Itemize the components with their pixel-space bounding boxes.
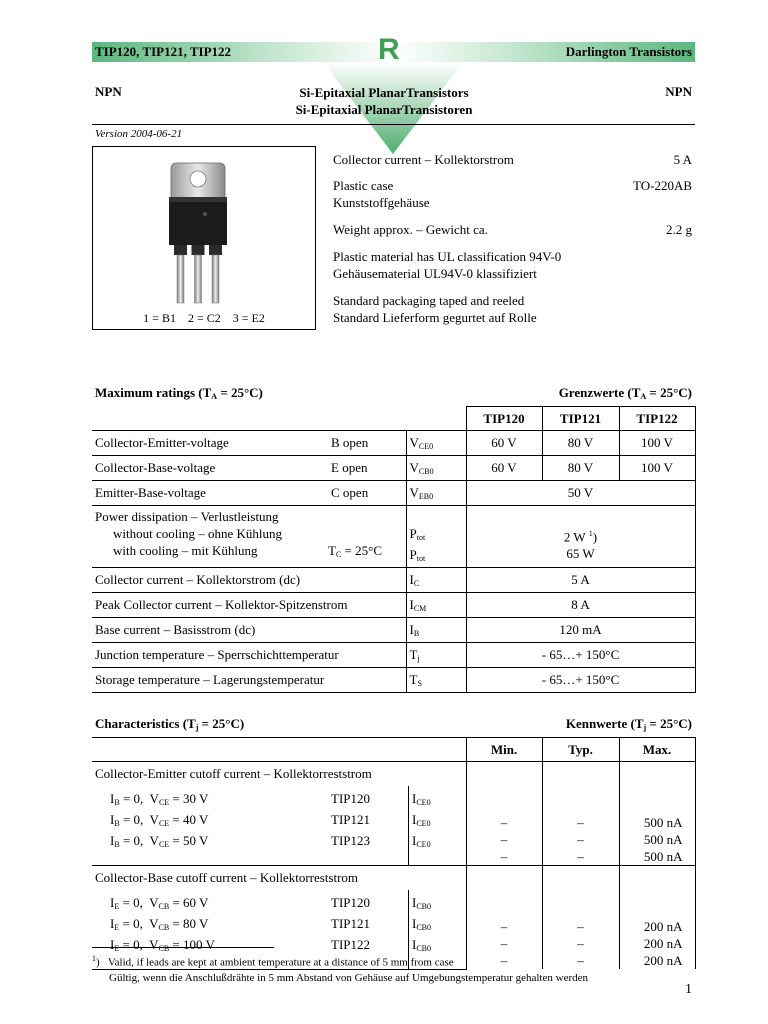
feature-weight-value: 2.2 g bbox=[666, 222, 692, 237]
title-en: Si-Epitaxial PlanarTransistors bbox=[299, 85, 469, 100]
condition-row: $I_B = 0$, $V_{CE} = 40$ V TIP121 $I_{CE0}$ bbox=[110, 812, 431, 828]
characteristics-table bbox=[92, 737, 696, 970]
cond-cell: E open bbox=[328, 456, 406, 481]
table-row-power bbox=[92, 506, 695, 568]
power-value-cell: 2 W $^1$) 65 W bbox=[466, 506, 695, 568]
table-header-row bbox=[92, 407, 695, 431]
min-cell: – – – bbox=[466, 866, 542, 970]
footnote-line1: $^1$) Valid, if leads are kept at ambient temperature at a distance of 5 mm from case bbox=[92, 954, 454, 969]
table-row bbox=[92, 568, 695, 593]
param-cell: Collector current – Kollektorstrom (dc) bbox=[92, 568, 406, 593]
col-tip121: TIP121 bbox=[542, 407, 619, 431]
title-de: Si-Epitaxial PlanarTransistoren bbox=[295, 102, 473, 117]
feature-case-value: TO-220AB bbox=[633, 178, 692, 193]
value-cell: 80 V bbox=[542, 431, 619, 456]
col-typ: Typ. bbox=[542, 738, 619, 762]
value-cell: 5 A bbox=[466, 568, 695, 593]
symbol-cell: $T_j$ bbox=[406, 643, 466, 668]
page-number: 1 bbox=[685, 982, 692, 997]
header-part-numbers: TIP120, TIP121, TIP122 bbox=[95, 44, 232, 59]
symbol-cell: $I_C$ bbox=[406, 568, 466, 593]
value-cell: 8 A bbox=[466, 593, 695, 618]
feature-packaging-de: Standard Lieferform gegurtet auf Rolle bbox=[333, 310, 537, 325]
max-cell: 500 nA 500 nA 500 nA bbox=[619, 762, 695, 866]
table-row bbox=[92, 668, 695, 693]
value-cell: 100 V bbox=[619, 431, 695, 456]
symbol-cell: $V_{CB0}$ bbox=[406, 456, 466, 481]
kennwerte-heading: Kennwerte $(T_j = 25^\circ C)$ bbox=[565, 716, 692, 732]
param-cell: Collector-Base-voltage bbox=[92, 456, 328, 481]
col-min: Min. bbox=[466, 738, 542, 762]
power-line2: without cooling – ohne Kühlung bbox=[113, 526, 282, 541]
feature-ul-de: Gehäusematerial UL94V-0 klassifiziert bbox=[333, 266, 537, 281]
max-ratings-table bbox=[92, 406, 696, 693]
typ-cell: – – – bbox=[542, 866, 619, 970]
polarity-right: NPN bbox=[665, 84, 692, 99]
condition-row: $I_E = 0$, $V_{CB} = 60$ V TIP120 $I_{CB0}$ bbox=[110, 895, 432, 911]
group-title: Collector-Emitter cutoff current – Kollektorreststrom bbox=[95, 766, 372, 781]
max-ratings-heading: Maximum ratings $(T_A = 25^\circ C)$ bbox=[95, 385, 263, 401]
symbol-cell: $T_S$ bbox=[406, 668, 466, 693]
feature-packaging bbox=[333, 292, 537, 326]
feature-case-de: Kunststoffgehäuse bbox=[333, 195, 430, 210]
symbol-cell: $I_{CM}$ bbox=[406, 593, 466, 618]
document-title bbox=[0, 84, 768, 118]
symbol-cell: $I_B$ bbox=[406, 618, 466, 643]
table-row bbox=[92, 643, 695, 668]
table-header-row bbox=[92, 738, 695, 762]
value-cell: 60 V bbox=[466, 456, 542, 481]
version-label: Version 2004-06-21 bbox=[95, 128, 183, 140]
footnote-line2: Gültig, wenn die Anschlußdrähte in 5 mm Abstand von Gehäuse auf Umgebungstemperatur gehalten werden bbox=[109, 971, 588, 984]
company-logo: R bbox=[378, 33, 400, 66]
value-cell: 100 V bbox=[619, 456, 695, 481]
feature-ul-en: Plastic material has UL classification 94V-0 bbox=[333, 249, 562, 264]
feature-ul bbox=[333, 248, 561, 282]
polarity-left: NPN bbox=[95, 84, 122, 99]
group-title: Collector-Base cutoff current – Kollektorreststrom bbox=[95, 870, 359, 885]
condition-row: $I_B = 0$, $V_{CE} = 50$ V TIP123 $I_{CE0}$ bbox=[110, 833, 431, 849]
col-tip122: TIP122 bbox=[619, 407, 695, 431]
feature-case-en: Plastic case bbox=[333, 178, 394, 193]
symbol-cell: $V_{CE0}$ bbox=[406, 431, 466, 456]
value-cell: 80 V bbox=[542, 456, 619, 481]
col-tip120: TIP120 bbox=[466, 407, 542, 431]
table-row bbox=[92, 481, 695, 506]
power-param-cell bbox=[92, 506, 406, 568]
symbol-cell: $V_{EB0}$ bbox=[406, 481, 466, 506]
table-row bbox=[92, 593, 695, 618]
feature-packaging-en: Standard packaging taped and reeled bbox=[333, 293, 525, 308]
feature-collector-current-value: 5 A bbox=[673, 152, 692, 167]
condition-row: $I_E = 0$, $V_{CB} = 80$ V TIP121 $I_{CB0}$ bbox=[110, 916, 432, 932]
table-row bbox=[92, 431, 695, 456]
value-cell: 50 V bbox=[466, 481, 695, 506]
min-cell: – – – bbox=[466, 762, 542, 866]
power-line1: Power dissipation – Verlustleistung bbox=[95, 509, 279, 524]
grenzwerte-heading: Grenzwerte $(T_A = 25^\circ C)$ bbox=[558, 385, 692, 401]
value-cell: 60 V bbox=[466, 431, 542, 456]
param-cell: Storage temperature – Lagerungstemperatur bbox=[92, 668, 406, 693]
footnote bbox=[92, 951, 588, 986]
value-cell: 120 mA bbox=[466, 618, 695, 643]
table-row bbox=[92, 618, 695, 643]
value-cell: - 65…+ 150°C bbox=[466, 668, 695, 693]
table-group-ce-cutoff bbox=[92, 762, 695, 866]
cond-cell: B open bbox=[328, 431, 406, 456]
max-cell: 200 nA 200 nA 200 nA bbox=[619, 866, 695, 970]
param-cell: Emitter-Base-voltage bbox=[92, 481, 328, 506]
condition-row: $I_B = 0$, $V_{CE} = 30$ V TIP120 $I_{CE0}$ bbox=[110, 791, 431, 807]
group-desc-cell bbox=[92, 762, 466, 866]
feature-case bbox=[333, 177, 430, 211]
footnote-rule bbox=[92, 947, 274, 948]
header-product-type: Darlington Transistors bbox=[565, 44, 692, 59]
param-cell: Peak Collector current – Kollektor-Spitzenstrom bbox=[92, 593, 406, 618]
condition-row: $I_E = 0$, $V_{CB} = 100$ V TIP122 $I_{CB0}$ bbox=[110, 937, 432, 953]
power-line3: with cooling – mit Kühlung $T_C = 25^\circ C$ bbox=[113, 543, 382, 559]
value-cell: - 65…+ 150°C bbox=[466, 643, 695, 668]
power-symbol-cell: $P_{tot}$ $P_{tot}$ bbox=[406, 506, 466, 568]
table-row bbox=[92, 456, 695, 481]
package-image-box bbox=[92, 146, 316, 330]
typ-cell: – – – bbox=[542, 762, 619, 866]
cond-cell: C open bbox=[328, 481, 406, 506]
to220-package-icon bbox=[133, 159, 273, 307]
header-rule bbox=[92, 124, 695, 125]
col-max: Max. bbox=[619, 738, 695, 762]
param-cell: Junction temperature – Sperrschichttemperatur bbox=[92, 643, 406, 668]
param-cell: Collector-Emitter-voltage bbox=[92, 431, 328, 456]
pin-assignment: 1 = B1 2 = C2 3 = E2 bbox=[143, 311, 265, 325]
feature-collector-current: Collector current – Kollektorstrom bbox=[333, 152, 514, 167]
param-cell: Base current – Basisstrom (dc) bbox=[92, 618, 406, 643]
characteristics-heading: Characteristics $(T_j = 25^\circ C)$ bbox=[95, 716, 245, 732]
feature-weight: Weight approx. – Gewicht ca. bbox=[333, 222, 488, 237]
